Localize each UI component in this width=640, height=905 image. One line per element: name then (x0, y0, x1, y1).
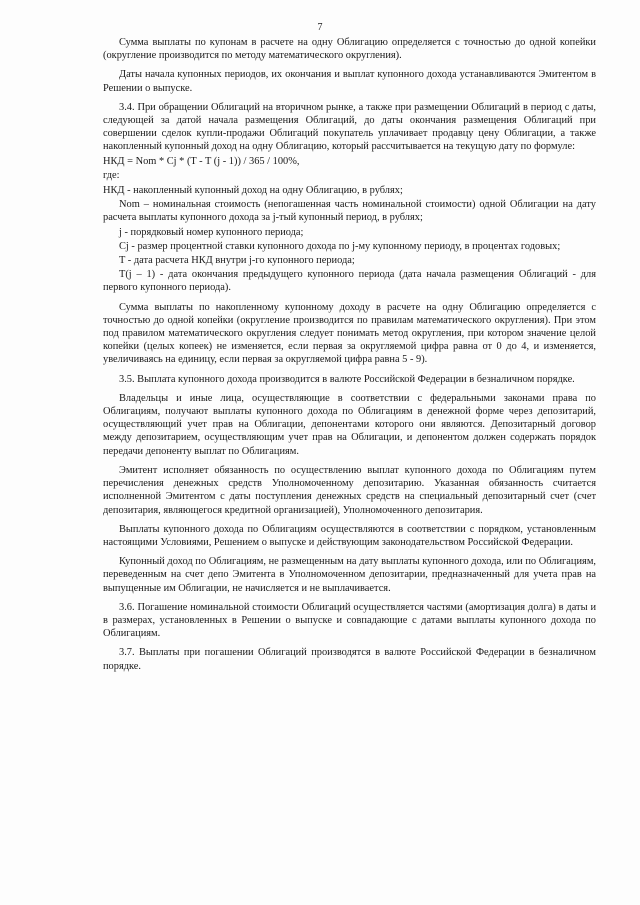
paragraph-coupon-sum: Сумма выплаты по купонам в расчете на одну Облигацию определяется с точностью до одной копейки (округление производится по методу математического округления). (103, 37, 596, 62)
paragraph-issuer-obligation: Эмитент исполняет обязанность по осуществлению выплат купонного дохода по Облигациям путем перечисления денежных средств Уполномоченному депозитарию. Указанная обязанность считается исполненной Эмитентом с даты поступления денежных средств на специальный депозитарный счет (счет депозитария, являющегося кредитной организацией), Уполномоченного депозитария. (103, 464, 596, 516)
paragraph-coupon-dates: Даты начала купонных периодов, их окончания и выплат купонного дохода устанавливаются Эмитентом в Решении о выпуске. (103, 69, 596, 94)
definition-j: j - порядковый номер купонного периода; (119, 226, 304, 238)
paragraph-not-accrued: Купонный доход по Облигациям, не размещенным на дату выплаты купонного дохода, или по Облигациям, переведенным на счет депо Эмитента в Уполномоченном депозитарии, предназначенный для учета прав на выпущенные им Облигации, не начисляется и не выплачивается. (103, 556, 596, 594)
formula-nkd: НКД = Nom * Cj * (T - T (j - 1)) / 365 / 100%, (103, 155, 300, 167)
formula-where-label: где: (103, 169, 120, 181)
paragraph-section-3-7: 3.7. Выплаты при погашении Облигаций производятся в валюте Российской Федерации в безналичном порядке. (103, 647, 596, 672)
paragraph-accrued-sum: Сумма выплаты по накопленному купонному доходу в расчете на одну Облигацию определяется с точностью до одной копейки (округление производится по правилам математического округления). При этом под правилом математического округления следует понимать метод округления, при котором значение целой копейки (целых копеек) не изменяется, если первая за округляемой цифра равна от 0 до 4, и изменяется, увеличиваясь на единицу, если первая за округляемой цифра равна 5 - 9). (103, 301, 596, 366)
paragraph-section-3-5: 3.5. Выплата купонного дохода производится в валюте Российской Федерации в безналичном порядке. (119, 373, 575, 385)
paragraph-section-3-4: 3.4. При обращении Облигаций на вторичном рынке, а также при размещении Облигаций в период с даты, следующей за датой начала размещения Облигаций, до даты окончания размещения Облигаций при совершении сделок купли-продажи Облигаций покупатель уплачивает продавцу цену Облигации, а также накопленный купонный доход на одну Облигацию, который рассчитывается на текущую дату по формуле: (103, 101, 596, 153)
paragraph-section-3-6: 3.6. Погашение номинальной стоимости Облигаций осуществляется частями (амортизация долга) в даты и в размерах, установленных в Решении о выпуске и совпадающие с датами выплаты купонного дохода по Облигациям. (103, 601, 596, 640)
definition-cj: Cj - размер процентной ставки купонного дохода по j-му купонному периоду, в процентах годовых; (119, 240, 561, 252)
definition-t: T - дата расчета НКД внутри j-го купонного периода; (119, 255, 355, 267)
definition-nom: Nom – номинальная стоимость (непогашенная часть номинальной стоимости) одной Облигации на дату расчета выплаты купонного дохода за j-тый купонный период, в рублях; (103, 199, 596, 224)
definition-t-prev: T(j – 1) - дата окончания предыдущего купонного периода (дата начала размещения Облигаций - для первого купонного периода). (103, 269, 596, 294)
page-number: 7 (317, 22, 323, 33)
definition-nkd: НКД - накопленный купонный доход на одну Облигацию, в рублях; (103, 185, 403, 197)
document-body (103, 36, 596, 679)
paragraph-payments-order: Выплаты купонного дохода по Облигациям осуществляются в соответствии с порядком, установленным настоящими Условиями, Решением о выпуске и действующим законодательством Российской Федерации. (103, 523, 596, 548)
paragraph-holders: Владельцы и иные лица, осуществляющие в соответствии с федеральными законами права по Облигациям, получают выплаты купонного дохода по Облигациям в денежной форме через депозитарий, осуществляющий учет прав на Облигации, депонентами которого они являются. Депозитарный договор между депозитарием, осуществляющим учет прав на Облигации, и депонентом должен содержать порядок передачи депоненту выплат по Облигациям. (103, 392, 596, 457)
